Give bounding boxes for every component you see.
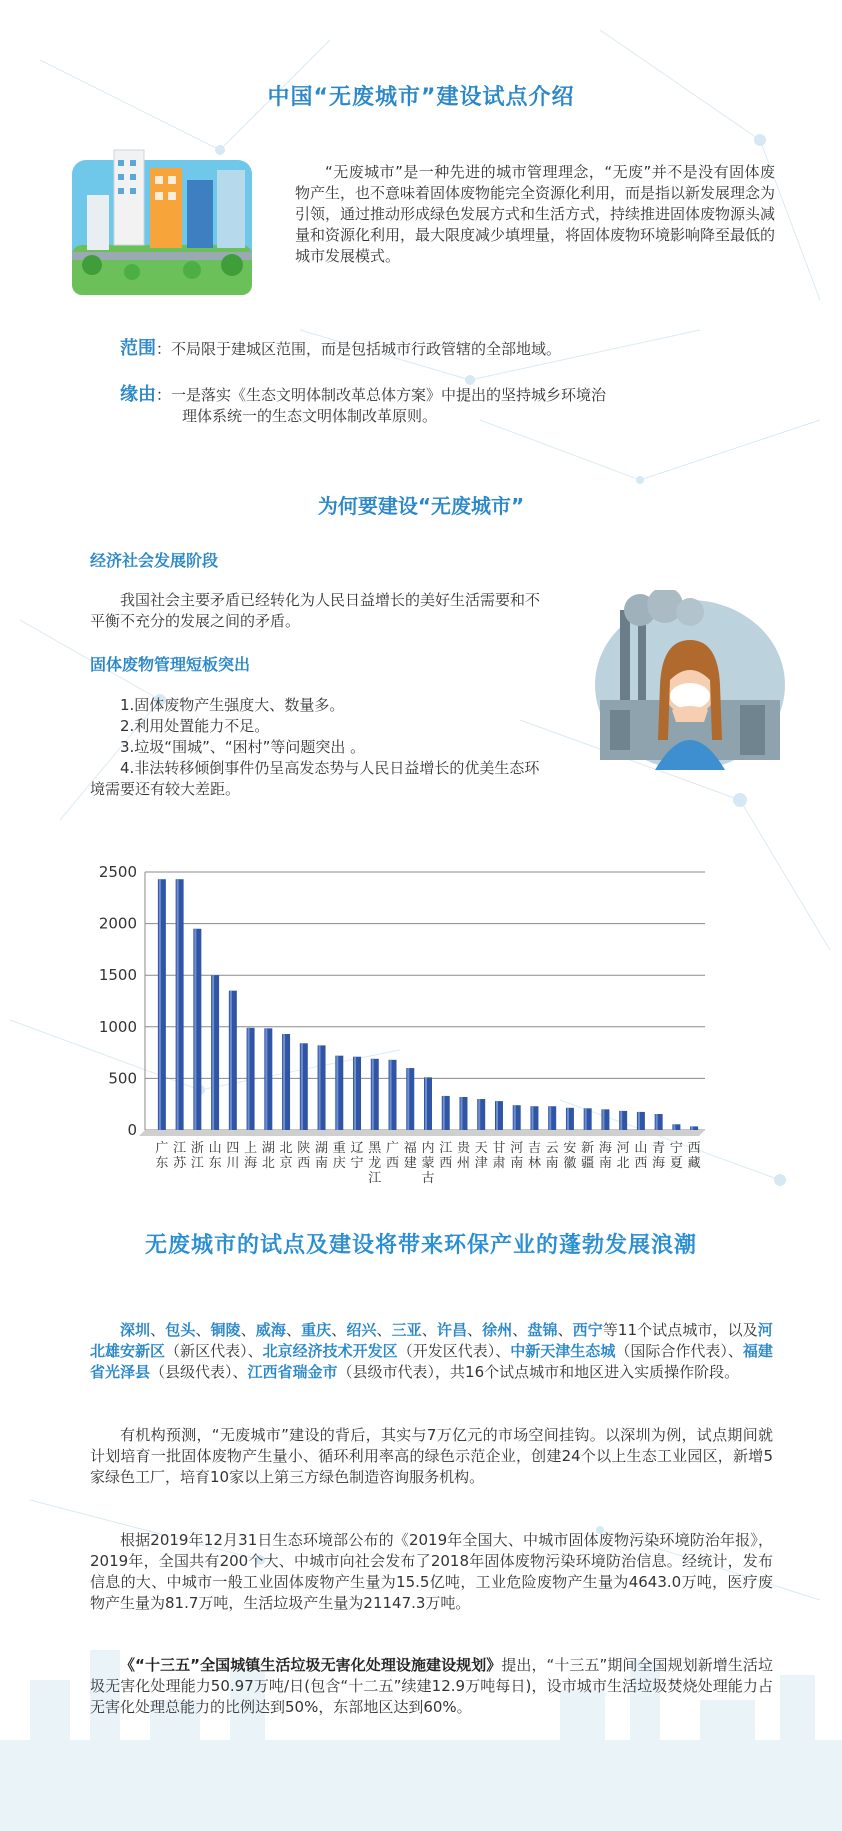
tianjin-eco-city: 中新天津生态城 xyxy=(510,1342,616,1360)
pilot-city-list xyxy=(120,1321,603,1339)
city-separator: 、 xyxy=(557,1321,573,1339)
scope-colon: ： xyxy=(156,340,172,358)
origin-label: 缘由 xyxy=(120,384,156,405)
x-tick-label: 新疆 xyxy=(581,1141,595,1171)
x-tick-label: 重庆 xyxy=(332,1141,346,1171)
bar-highlight xyxy=(194,929,196,1130)
x-tick-label: 上海 xyxy=(244,1141,258,1171)
boom-p1-text-3: （开发区代表）、 xyxy=(397,1342,511,1360)
bar-highlight xyxy=(230,991,232,1130)
why-subtitle-2: 固体废物管理短板突出 xyxy=(90,655,251,674)
pilot-city: 铜陵 xyxy=(210,1321,241,1339)
y-tick-label: 500 xyxy=(108,1069,137,1088)
why-list xyxy=(90,695,550,800)
guangze-county: 福建省光泽县 xyxy=(90,1342,773,1381)
x-tick-label: 四川 xyxy=(226,1141,240,1171)
x-tick-label: 江西 xyxy=(439,1141,453,1171)
boom-p1-text-6: （县级市代表），共16个试点城市和地区进入实质操作阶段。 xyxy=(337,1363,740,1381)
bar-highlight xyxy=(531,1106,533,1130)
x-tick-label: 天津 xyxy=(474,1141,488,1171)
bar-highlight xyxy=(460,1097,462,1130)
origin-line2: 理体系统一的生态文明体制改革原则。 xyxy=(182,407,438,425)
pilot-city: 盘锦 xyxy=(527,1321,558,1339)
x-tick-label: 贵州 xyxy=(456,1141,470,1171)
pilot-city: 三亚 xyxy=(391,1321,422,1339)
bar-highlight xyxy=(354,1057,356,1130)
bar-highlight xyxy=(496,1101,498,1130)
bar-highlight xyxy=(567,1108,569,1130)
chart-x-labels xyxy=(155,1140,700,1186)
boom-p1-text-5: （县级代表）、 xyxy=(150,1363,248,1381)
city-separator: 、 xyxy=(150,1321,166,1339)
x-tick-label: 广东 xyxy=(155,1141,169,1171)
why-subtitle-1: 经济社会发展阶段 xyxy=(90,551,219,570)
pollution-illustration xyxy=(590,590,790,775)
city-illustration xyxy=(72,140,262,295)
plan-title: 《“十三五”全国城镇生活垃圾无害化处理设施建设规划》 xyxy=(120,1656,502,1674)
x-tick-label: 内蒙古 xyxy=(421,1141,435,1186)
bar-chart xyxy=(95,860,725,1190)
origin-colon: ： xyxy=(156,386,172,404)
y-tick-label: 0 xyxy=(127,1121,137,1139)
pilot-city: 许昌 xyxy=(436,1321,468,1339)
chart-bars xyxy=(158,879,698,1130)
scope-row xyxy=(120,338,760,360)
city-separator: 、 xyxy=(331,1321,347,1339)
bar-highlight xyxy=(248,1028,250,1130)
beijing-etdz: 北京经济技术开发区 xyxy=(262,1342,398,1360)
x-tick-label: 海南 xyxy=(598,1141,612,1171)
bar-highlight xyxy=(301,1043,303,1130)
bar-highlight xyxy=(549,1106,551,1130)
bar-highlight xyxy=(177,879,179,1130)
x-tick-label: 西藏 xyxy=(687,1141,701,1171)
x-tick-label: 黑龙江 xyxy=(368,1141,382,1186)
page-title: 中国“无废城市”建设试点介绍 xyxy=(267,85,575,110)
pilot-city: 绍兴 xyxy=(346,1321,377,1339)
bar-highlight xyxy=(514,1105,516,1130)
bar-highlight xyxy=(656,1114,658,1130)
boom-para-4 xyxy=(90,1655,773,1718)
ruijin-city: 江西省瑞金市 xyxy=(247,1363,338,1381)
boom-p1-text-1: 等11个试点城市，以及 xyxy=(602,1321,758,1339)
y-tick-label: 2000 xyxy=(98,914,137,933)
x-tick-label: 河南 xyxy=(510,1141,524,1171)
x-tick-label: 山西 xyxy=(634,1141,648,1171)
boom-title: 无废城市的试点及建设将带来环保产业的蓬勃发展浪潮 xyxy=(144,1233,697,1258)
bar-highlight xyxy=(638,1112,640,1130)
city-separator: 、 xyxy=(376,1321,392,1339)
why-para-1: 我国社会主要矛盾已经转化为人民日益增长的美好生活需要和不平衡不充分的发展之间的矛盾。 xyxy=(90,591,541,630)
x-tick-label: 宁夏 xyxy=(669,1141,683,1171)
y-tick-label: 2500 xyxy=(98,863,137,881)
x-tick-label: 甘肃 xyxy=(492,1141,506,1171)
bar-highlight xyxy=(443,1096,445,1130)
chart-floor xyxy=(139,1130,705,1136)
pilot-city: 重庆 xyxy=(301,1321,332,1339)
plan-text: 提出，“十三五”期间全国规划新增生活垃圾无害化处理能力50.97万吨/日(包含“十二五”续建12.9万吨每日)，设市城市生活垃圾焚烧处理能力占无害化处理总能力的比例达到50%，东部地区达到60%。 xyxy=(90,1656,773,1716)
bar-highlight xyxy=(372,1059,374,1130)
why-title: 为何要建设“无废城市” xyxy=(317,494,525,518)
bar-highlight xyxy=(602,1109,604,1130)
x-tick-label: 湖南 xyxy=(315,1141,329,1171)
bar-highlight xyxy=(691,1126,693,1130)
xiongan-link: 河北雄安新区 xyxy=(90,1321,773,1360)
x-tick-label: 江苏 xyxy=(173,1141,187,1171)
bar-highlight xyxy=(336,1056,338,1130)
bar-highlight xyxy=(390,1060,392,1130)
bar-highlight xyxy=(585,1108,587,1130)
chart-y-ticks xyxy=(99,863,137,1139)
bar-highlight xyxy=(159,879,161,1130)
why-item-4: 4.非法转移倾倒事件仍呈高发态势与人民日益增长的优美生态环境需要还有较大差距。 xyxy=(90,759,540,798)
scope-text: 不局限于建城区范围，而是包括城市行政管辖的全部地域。 xyxy=(171,340,562,358)
city-separator: 、 xyxy=(421,1321,437,1339)
pilot-city: 深圳 xyxy=(120,1321,151,1339)
bar-highlight xyxy=(319,1045,321,1130)
bar-highlight xyxy=(283,1034,285,1130)
why-item-1: 1.固体废物产生强度大、数量多。 xyxy=(120,696,345,714)
pilot-city: 西宁 xyxy=(572,1321,603,1339)
boom-para-3: 根据2019年12月31日生态环境部公布的《2019年全国大、中城市固体废物污染环境防治年报》，2019年，全国共有200个大、中城市向社会发布了2018年固体废物污染环境防治信息。经统计，发布信息的大、中城市一般工业固体废物产生量为15.5亿吨，工业危险废物产生量为4643.0万吨，医疗废物产生量为81.7万吨，生活垃圾产生量为21147.3万吨。 xyxy=(90,1531,773,1612)
x-tick-label: 陕西 xyxy=(297,1141,311,1171)
x-tick-label: 广西 xyxy=(386,1141,400,1171)
x-tick-label: 河北 xyxy=(616,1141,630,1171)
x-tick-label: 青海 xyxy=(652,1141,666,1171)
why-item-3: 3.垃圾“围城”、“困村”等问题突出 。 xyxy=(120,738,366,756)
intro-text: “无废城市”是一种先进的城市管理理念，“无废”并不是没有固体废物产生，也不意味着固体废物能完全资源化利用，而是指以新发展理念为引领，通过推动形成绿色发展方式和生活方式，持续推进固体废物源头减量和资源化利用，最大限度减少填埋量，将固体废物环境影响降至最低的城市发展模式。 xyxy=(295,163,776,265)
scope-label: 范围 xyxy=(120,338,156,359)
y-tick-label: 1000 xyxy=(98,1017,137,1036)
why-item-2: 2.利用处置能力不足。 xyxy=(120,717,270,735)
boom-p1-text-4: （国际合作代表）、 xyxy=(615,1342,743,1360)
pilot-city: 徐州 xyxy=(482,1321,513,1339)
city-separator: 、 xyxy=(195,1321,211,1339)
city-separator: 、 xyxy=(285,1321,302,1339)
x-tick-label: 北京 xyxy=(279,1141,293,1171)
city-separator: 、 xyxy=(512,1321,528,1339)
bar-highlight xyxy=(425,1077,427,1130)
y-tick-label: 1500 xyxy=(98,966,137,985)
x-tick-label: 吉林 xyxy=(527,1141,541,1171)
x-tick-label: 福建 xyxy=(403,1141,417,1171)
boom-p1-text-2: （新区代表）、 xyxy=(165,1342,263,1360)
bar-highlight xyxy=(478,1099,480,1130)
x-tick-label: 浙江 xyxy=(190,1141,204,1171)
boom-para-1 xyxy=(90,1320,773,1383)
bar-highlight xyxy=(407,1068,409,1130)
boom-para-2: 有机构预测，“无废城市”建设的背后，其实与7万亿元的市场空间挂钩。以深圳为例，试点期间就计划培育一批固体废物产生量小、循环利用率高的绿色示范企业，创建24个以上生态工业园区，新增5家绿色工厂，培育10家以上第三方绿色制造咨询服务机构。 xyxy=(90,1426,773,1486)
bar-highlight xyxy=(212,975,214,1130)
bar-highlight xyxy=(620,1111,622,1130)
bar-highlight xyxy=(265,1028,267,1130)
chart-grid xyxy=(139,872,705,1136)
x-tick-label: 湖北 xyxy=(261,1141,275,1171)
x-tick-label: 安徽 xyxy=(563,1141,577,1171)
x-tick-label: 山东 xyxy=(208,1141,222,1171)
city-separator: 、 xyxy=(240,1321,256,1339)
x-tick-label: 辽宁 xyxy=(350,1141,364,1171)
pilot-city: 包头 xyxy=(165,1321,196,1339)
city-separator: 、 xyxy=(467,1321,483,1339)
origin-row xyxy=(120,384,760,427)
pilot-city: 威海 xyxy=(255,1321,286,1339)
x-tick-label: 云南 xyxy=(545,1141,559,1171)
origin-line1: 一是落实《生态文明体制改革总体方案》中提出的坚持城乡环境治 xyxy=(171,386,607,404)
bar-highlight xyxy=(673,1124,675,1130)
